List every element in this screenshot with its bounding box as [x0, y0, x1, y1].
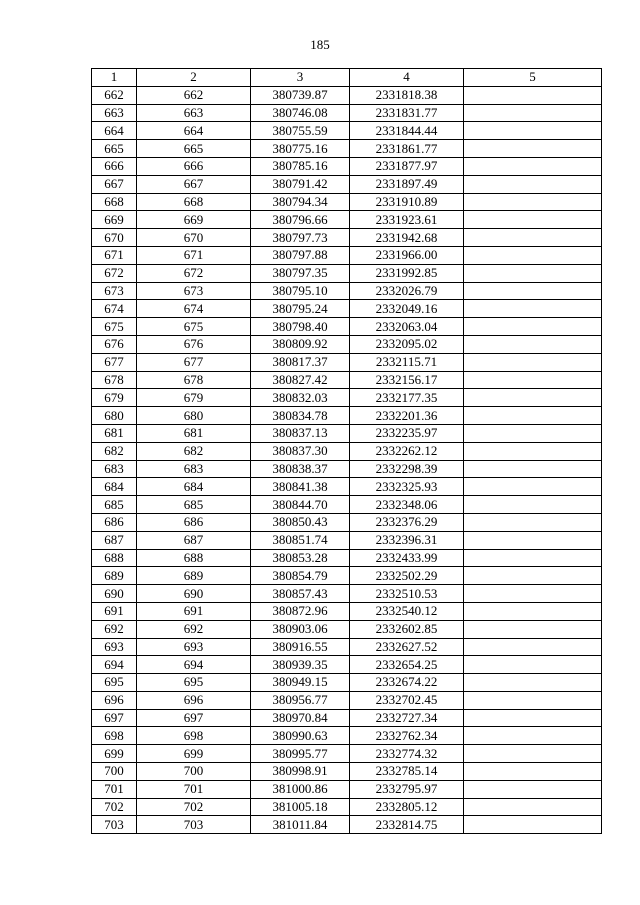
table-cell [464, 246, 602, 264]
table-cell [464, 674, 602, 692]
table-cell: 380746.08 [251, 104, 350, 122]
column-header: 2 [137, 69, 251, 87]
table-cell: 689 [137, 567, 251, 585]
table-cell: 685 [137, 496, 251, 514]
table-cell [464, 567, 602, 585]
table-row [92, 407, 602, 425]
table-cell: 669 [92, 211, 137, 229]
table-cell: 2332762.34 [350, 727, 464, 745]
table-cell: 2331861.77 [350, 140, 464, 158]
table-cell: 2332177.35 [350, 389, 464, 407]
table-cell: 380832.03 [251, 389, 350, 407]
table-cell: 380939.35 [251, 656, 350, 674]
table-cell: 2331818.38 [350, 86, 464, 104]
table-cell: 380850.43 [251, 513, 350, 531]
table-cell: 2332602.85 [350, 620, 464, 638]
table-cell: 380970.84 [251, 709, 350, 727]
table-cell: 684 [92, 478, 137, 496]
table-cell: 2332115.71 [350, 353, 464, 371]
table-cell: 668 [92, 193, 137, 211]
table-cell: 688 [92, 549, 137, 567]
table-cell: 699 [137, 745, 251, 763]
table-cell: 2332026.79 [350, 282, 464, 300]
table-cell: 380755.59 [251, 122, 350, 140]
coordinates-table [91, 68, 602, 834]
table-cell: 2332095.02 [350, 335, 464, 353]
table-cell [464, 86, 602, 104]
page-number: 185 [310, 37, 330, 52]
table-cell: 687 [137, 531, 251, 549]
table-cell: 664 [92, 122, 137, 140]
table-cell: 2332627.52 [350, 638, 464, 656]
table-cell: 2331831.77 [350, 104, 464, 122]
table-row [92, 371, 602, 389]
table-cell: 2331877.97 [350, 157, 464, 175]
table-cell: 685 [92, 496, 137, 514]
table-cell [464, 157, 602, 175]
table-cell: 686 [137, 513, 251, 531]
table-cell: 671 [137, 246, 251, 264]
table-cell: 380797.73 [251, 229, 350, 247]
table-cell: 692 [92, 620, 137, 638]
table-cell: 380851.74 [251, 531, 350, 549]
table-cell: 663 [92, 104, 137, 122]
table-cell: 698 [137, 727, 251, 745]
table-cell: 2332814.75 [350, 816, 464, 834]
table-cell: 680 [92, 407, 137, 425]
table-row [92, 318, 602, 336]
table-cell: 678 [137, 371, 251, 389]
table-cell: 662 [92, 86, 137, 104]
table-cell [464, 816, 602, 834]
table-cell: 694 [92, 656, 137, 674]
table-cell: 2332262.12 [350, 442, 464, 460]
table-cell [464, 300, 602, 318]
column-header: 4 [350, 69, 464, 87]
table-cell: 380916.55 [251, 638, 350, 656]
table-cell: 668 [137, 193, 251, 211]
table-row [92, 513, 602, 531]
table-cell: 2332433.99 [350, 549, 464, 567]
table-cell [464, 620, 602, 638]
table-cell: 699 [92, 745, 137, 763]
table-cell: 679 [92, 389, 137, 407]
table-cell: 669 [137, 211, 251, 229]
table-row [92, 549, 602, 567]
table-cell: 670 [92, 229, 137, 247]
table-cell: 672 [92, 264, 137, 282]
table-cell: 663 [137, 104, 251, 122]
table-row [92, 442, 602, 460]
table-cell: 676 [92, 335, 137, 353]
table-cell: 676 [137, 335, 251, 353]
table-cell: 667 [137, 175, 251, 193]
table-row [92, 620, 602, 638]
table-row [92, 496, 602, 514]
table-row [92, 389, 602, 407]
table-cell: 380872.96 [251, 602, 350, 620]
table-row [92, 691, 602, 709]
table-cell: 2331897.49 [350, 175, 464, 193]
table-cell: 702 [92, 798, 137, 816]
table-cell: 680 [137, 407, 251, 425]
table-cell: 380956.77 [251, 691, 350, 709]
table-cell: 701 [137, 780, 251, 798]
table-header-row [92, 69, 602, 87]
table-row [92, 335, 602, 353]
table-cell [464, 193, 602, 211]
table-cell: 2332156.17 [350, 371, 464, 389]
table-cell: 380854.79 [251, 567, 350, 585]
table-cell [464, 638, 602, 656]
table-cell: 698 [92, 727, 137, 745]
table-cell: 691 [92, 602, 137, 620]
table-cell: 695 [92, 674, 137, 692]
table-cell [464, 549, 602, 567]
table-cell [464, 211, 602, 229]
table-cell [464, 371, 602, 389]
table-cell [464, 229, 602, 247]
table-cell: 681 [92, 424, 137, 442]
table-cell: 691 [137, 602, 251, 620]
table-cell: 380827.42 [251, 371, 350, 389]
table-cell: 2332654.25 [350, 656, 464, 674]
table-cell: 2331992.85 [350, 264, 464, 282]
table-cell: 682 [137, 442, 251, 460]
table-row [92, 585, 602, 603]
table-cell: 690 [137, 585, 251, 603]
table-cell: 694 [137, 656, 251, 674]
table-cell: 2331844.44 [350, 122, 464, 140]
table-cell [464, 585, 602, 603]
table-cell: 690 [92, 585, 137, 603]
table-cell: 380797.88 [251, 246, 350, 264]
table-cell: 2332510.53 [350, 585, 464, 603]
table-cell: 380797.35 [251, 264, 350, 282]
table-cell: 2332348.06 [350, 496, 464, 514]
table-cell: 380791.42 [251, 175, 350, 193]
table-cell: 380798.40 [251, 318, 350, 336]
table-cell [464, 407, 602, 425]
table-row [92, 745, 602, 763]
table-cell: 696 [137, 691, 251, 709]
table-cell: 380857.43 [251, 585, 350, 603]
table-cell [464, 798, 602, 816]
table-cell: 380794.34 [251, 193, 350, 211]
table-cell: 2332785.14 [350, 763, 464, 781]
table-row [92, 140, 602, 158]
table-cell: 2331966.00 [350, 246, 464, 264]
table-cell: 380837.13 [251, 424, 350, 442]
table-cell: 692 [137, 620, 251, 638]
table-cell: 667 [92, 175, 137, 193]
table-cell: 702 [137, 798, 251, 816]
table-row [92, 157, 602, 175]
table-cell: 2331942.68 [350, 229, 464, 247]
table-cell: 380795.24 [251, 300, 350, 318]
table-cell: 380834.78 [251, 407, 350, 425]
table-cell: 2331923.61 [350, 211, 464, 229]
table-row [92, 264, 602, 282]
table-cell: 2332502.29 [350, 567, 464, 585]
table-row [92, 602, 602, 620]
table-cell: 696 [92, 691, 137, 709]
table-cell [464, 335, 602, 353]
table-cell: 380998.91 [251, 763, 350, 781]
table-cell [464, 745, 602, 763]
table-row [92, 229, 602, 247]
table-cell [464, 602, 602, 620]
table-cell [464, 763, 602, 781]
table-cell: 684 [137, 478, 251, 496]
table-row [92, 531, 602, 549]
column-header: 1 [92, 69, 137, 87]
column-header: 3 [251, 69, 350, 87]
table-cell: 380739.87 [251, 86, 350, 104]
table-row [92, 674, 602, 692]
table-cell: 2332235.97 [350, 424, 464, 442]
table-cell: 693 [137, 638, 251, 656]
table-cell: 683 [137, 460, 251, 478]
table-cell: 693 [92, 638, 137, 656]
table-cell: 2332540.12 [350, 602, 464, 620]
table-body [92, 86, 602, 833]
table-cell: 380838.37 [251, 460, 350, 478]
table-cell [464, 353, 602, 371]
table-row [92, 780, 602, 798]
table-cell [464, 264, 602, 282]
table-cell: 664 [137, 122, 251, 140]
table-row [92, 211, 602, 229]
table-cell [464, 389, 602, 407]
table-cell: 2332396.31 [350, 531, 464, 549]
table-row [92, 246, 602, 264]
table-row [92, 353, 602, 371]
table-cell: 2332298.39 [350, 460, 464, 478]
table-row [92, 424, 602, 442]
table-cell: 380785.16 [251, 157, 350, 175]
table-row [92, 798, 602, 816]
table-cell: 380775.16 [251, 140, 350, 158]
table-row [92, 460, 602, 478]
table-cell: 380844.70 [251, 496, 350, 514]
table-cell: 673 [92, 282, 137, 300]
table-row [92, 763, 602, 781]
table-cell: 677 [92, 353, 137, 371]
table-cell [464, 727, 602, 745]
table-cell: 679 [137, 389, 251, 407]
table-cell: 701 [92, 780, 137, 798]
table-cell: 381000.86 [251, 780, 350, 798]
table-cell [464, 175, 602, 193]
table-row [92, 282, 602, 300]
table-cell: 2332795.97 [350, 780, 464, 798]
table-cell: 674 [137, 300, 251, 318]
table-cell: 380809.92 [251, 335, 350, 353]
table-cell: 700 [92, 763, 137, 781]
table-cell: 381011.84 [251, 816, 350, 834]
table-cell: 675 [92, 318, 137, 336]
table-cell: 2332774.32 [350, 745, 464, 763]
table-row [92, 656, 602, 674]
table-cell: 703 [92, 816, 137, 834]
table-cell: 2332325.93 [350, 478, 464, 496]
table-cell: 671 [92, 246, 137, 264]
table-row [92, 709, 602, 727]
table-cell [464, 140, 602, 158]
column-header: 5 [464, 69, 602, 87]
table-row [92, 122, 602, 140]
table-row [92, 104, 602, 122]
table-cell: 689 [92, 567, 137, 585]
table-row [92, 816, 602, 834]
table-cell [464, 122, 602, 140]
table-row [92, 300, 602, 318]
table-cell: 695 [137, 674, 251, 692]
table-cell: 380995.77 [251, 745, 350, 763]
table-cell: 380903.06 [251, 620, 350, 638]
table-cell: 666 [92, 157, 137, 175]
table-cell: 682 [92, 442, 137, 460]
table-cell: 2332063.04 [350, 318, 464, 336]
table-cell: 675 [137, 318, 251, 336]
table-cell [464, 656, 602, 674]
table-row [92, 86, 602, 104]
table-cell [464, 442, 602, 460]
table-cell: 2331910.89 [350, 193, 464, 211]
table-cell: 697 [92, 709, 137, 727]
table-cell: 380795.10 [251, 282, 350, 300]
table-cell [464, 691, 602, 709]
table-cell [464, 282, 602, 300]
table-row [92, 567, 602, 585]
table-cell: 380853.28 [251, 549, 350, 567]
table-cell: 380796.66 [251, 211, 350, 229]
table-cell [464, 709, 602, 727]
table-cell: 2332727.34 [350, 709, 464, 727]
table-cell [464, 424, 602, 442]
table-cell [464, 460, 602, 478]
table-cell: 380841.38 [251, 478, 350, 496]
table-row [92, 193, 602, 211]
table-cell [464, 531, 602, 549]
table-row [92, 478, 602, 496]
table-cell: 2332201.36 [350, 407, 464, 425]
table-cell: 665 [137, 140, 251, 158]
table-cell: 687 [92, 531, 137, 549]
table-cell: 683 [92, 460, 137, 478]
table-cell [464, 780, 602, 798]
table-cell: 2332049.16 [350, 300, 464, 318]
table-cell: 380990.63 [251, 727, 350, 745]
table-cell: 703 [137, 816, 251, 834]
table-row [92, 727, 602, 745]
table-cell [464, 478, 602, 496]
table-cell: 380837.30 [251, 442, 350, 460]
table-cell [464, 104, 602, 122]
table-cell: 672 [137, 264, 251, 282]
table-cell: 700 [137, 763, 251, 781]
table-cell [464, 318, 602, 336]
table-cell: 381005.18 [251, 798, 350, 816]
table-cell: 2332376.29 [350, 513, 464, 531]
table-cell: 688 [137, 549, 251, 567]
table-cell: 681 [137, 424, 251, 442]
table-cell: 678 [92, 371, 137, 389]
table-cell: 670 [137, 229, 251, 247]
table-cell: 380817.37 [251, 353, 350, 371]
table-cell: 2332805.12 [350, 798, 464, 816]
table-cell: 686 [92, 513, 137, 531]
table-cell: 2332702.45 [350, 691, 464, 709]
table-cell: 2332674.22 [350, 674, 464, 692]
table-cell: 666 [137, 157, 251, 175]
table-cell: 673 [137, 282, 251, 300]
table-cell [464, 496, 602, 514]
table-cell: 697 [137, 709, 251, 727]
table-cell: 380949.15 [251, 674, 350, 692]
table-row [92, 638, 602, 656]
table-cell [464, 513, 602, 531]
table-cell: 674 [92, 300, 137, 318]
table-row [92, 175, 602, 193]
table-cell: 665 [92, 140, 137, 158]
table-cell: 677 [137, 353, 251, 371]
table-cell: 662 [137, 86, 251, 104]
